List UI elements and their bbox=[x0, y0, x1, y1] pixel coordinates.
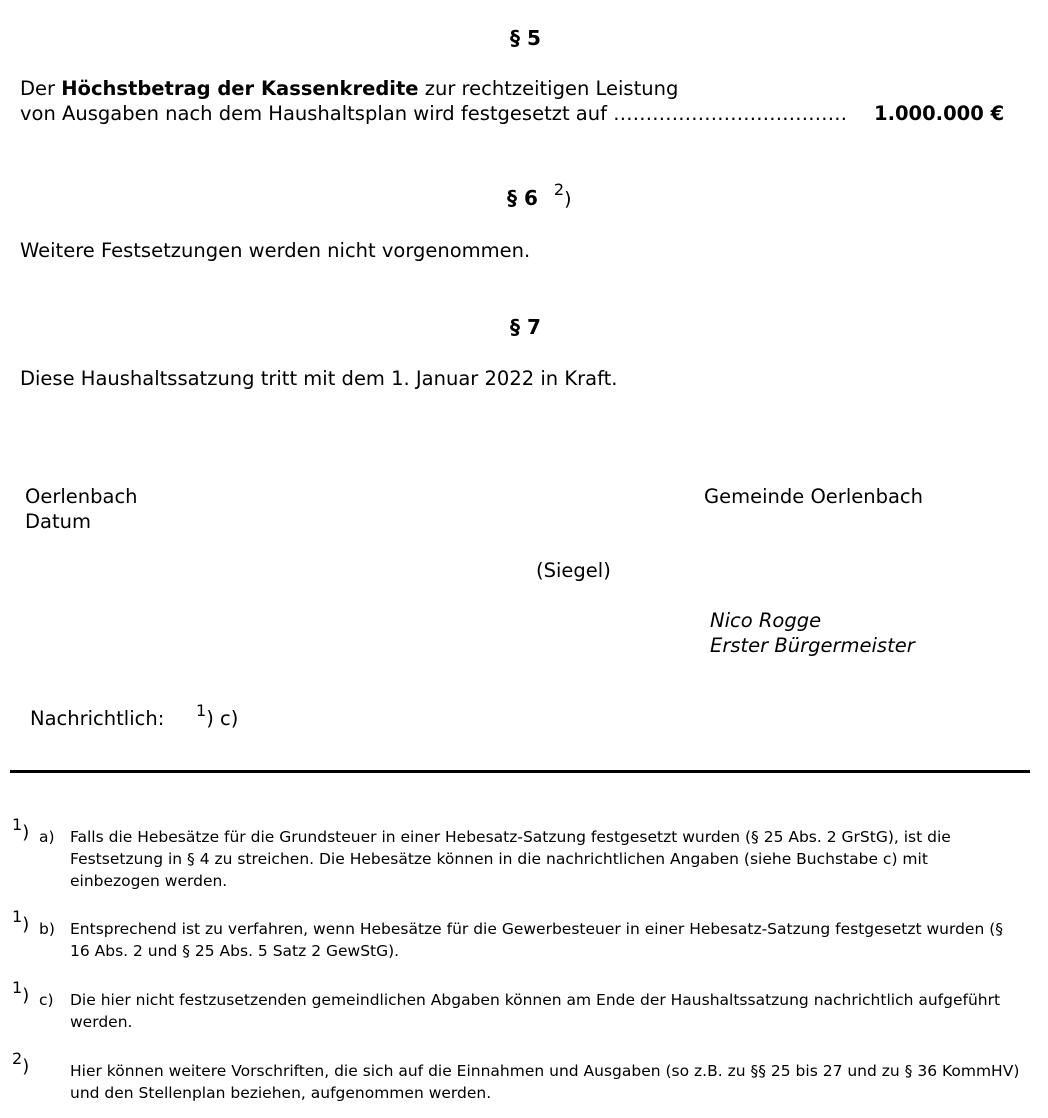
para6-text: Weitere Festsetzungen werden nicht vorgenommen. bbox=[20, 239, 531, 262]
footnote-2-num: 2 bbox=[12, 1049, 23, 1068]
para5-heading: § 5 bbox=[510, 26, 541, 50]
footnote-2-text: Hier können weitere Vorschriften, die sich auf die Einnahmen und Ausgaben (so z.B. zu §§ 25 bis 27 und zu § 36 KommHV) und den Stellenplan beziehen, aufgenommen werden. bbox=[70, 1062, 1020, 1102]
footnote-1b-label: b) bbox=[39, 920, 55, 938]
informational-ref-suffix: ) c) bbox=[206, 707, 239, 730]
para5-line1-pre: Der bbox=[20, 77, 62, 100]
footnote-1b-mark bbox=[12, 907, 30, 935]
footnote-1a-text: Falls die Hebesätze für die Grundsteuer in einer Hebesatz-Satzung festgesetzt wurden (§ 25 Abs. 2 GrStG), ist die Festsetzung in § 4 zu streichen. Die Hebesätze können in die nachrichtlichen Angaben (siehe Buchstabe c) mit einbezogen werden. bbox=[70, 828, 951, 890]
footnote-divider bbox=[10, 770, 1030, 773]
para5-line1 bbox=[20, 76, 678, 101]
footnote-1c-close: ) bbox=[22, 985, 30, 1006]
para5-line1-post: zur rechtzeitigen Leistung bbox=[418, 77, 679, 100]
footnote-1c-mark bbox=[12, 978, 30, 1006]
footnote-1c-label: c) bbox=[39, 991, 54, 1009]
signature-place: Oerlenbach bbox=[25, 485, 138, 508]
para6-heading bbox=[507, 180, 572, 210]
informational-ref-num: 1 bbox=[196, 701, 207, 720]
signature-title: Erster Bürgermeister bbox=[710, 634, 915, 657]
para6-footnote-ref: 2 bbox=[553, 180, 565, 199]
signature-seal: (Siegel) bbox=[536, 559, 611, 582]
footnote-1b-text: Entsprechend ist zu verfahren, wenn Hebesätze für die Gewerbesteuer in einer Hebesatz-Satzung festgesetzt wurden (§ 16 Abs. 2 und § 25 Abs. 5 Satz 2 GewStG). bbox=[70, 920, 1004, 960]
para7-heading: § 7 bbox=[510, 315, 541, 339]
para7-text: Diese Haushaltssatzung tritt mit dem 1. Januar 2022 in Kraft. bbox=[20, 367, 618, 390]
para6-footnote-close: ) bbox=[564, 188, 572, 210]
footnote-1c-text: Die hier nicht festzusetzenden gemeindlichen Abgaben können am Ende der Haushaltssatzung nachrichtlich aufgeführt werden. bbox=[70, 991, 1001, 1031]
para5-amount: 1.000.000 € bbox=[874, 102, 1005, 125]
footnote-1b-close: ) bbox=[22, 914, 30, 935]
signature-name: Nico Rogge bbox=[710, 609, 822, 632]
footnote-2-mark bbox=[12, 1049, 30, 1077]
signature-date-label: Datum bbox=[25, 510, 91, 533]
footnote-1a-close: ) bbox=[22, 822, 30, 843]
footnote-2-close: ) bbox=[22, 1056, 30, 1077]
footnote-1c-num: 1 bbox=[12, 978, 23, 997]
footnote-1a-num: 1 bbox=[12, 815, 23, 834]
para5-line2: von Ausgaben nach dem Haushaltsplan wird festgesetzt auf ……………………………… bbox=[20, 102, 848, 125]
informational-ref bbox=[196, 701, 239, 732]
footnote-1a-mark bbox=[12, 815, 30, 843]
para6-heading-text: § 6 bbox=[507, 186, 538, 210]
footnote-1b-num: 1 bbox=[12, 907, 23, 926]
informational-label: Nachrichtlich: bbox=[30, 707, 165, 730]
footnote-1a-label: a) bbox=[39, 828, 55, 846]
para5-line1-bold: Höchstbetrag der Kassenkredite bbox=[61, 77, 419, 100]
signature-municipality: Gemeinde Oerlenbach bbox=[704, 485, 923, 508]
